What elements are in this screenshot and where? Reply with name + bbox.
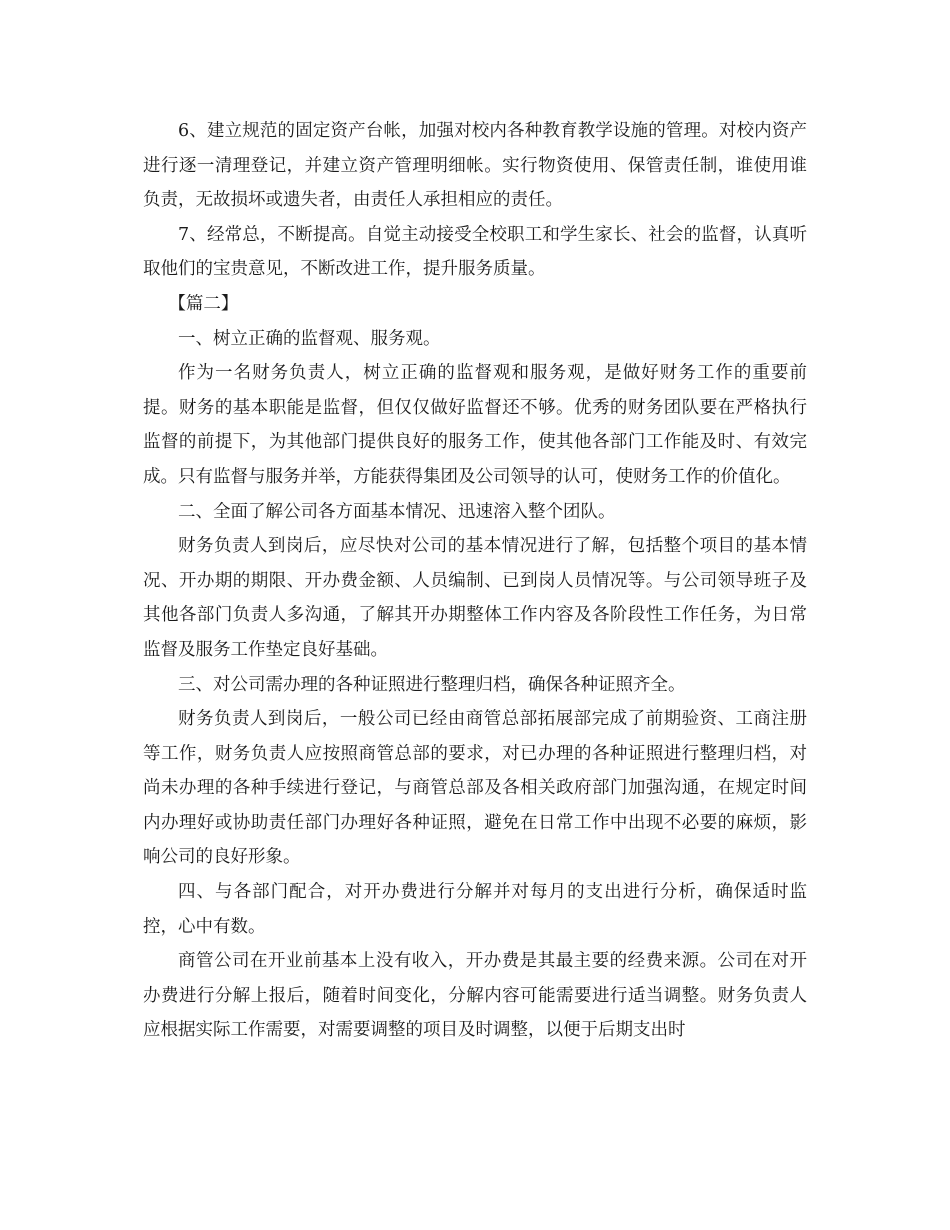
section-title: 【篇二】 — [168, 293, 239, 314]
paragraph-2: 财务负责人到岗后，应尽快对公司的基本情况进行了解，包括整个项目的基本情况、开办期的期限、开办费金额、人员编制、已到岗人员情况等。与公司领导班子及其他各部门负责人多沟通，了解其开办期整体工作内容及各阶段性工作任务，为日常监督及服务工作垫定良好基础。 — [143, 536, 807, 660]
paragraph-3: 财务负责人到岗后，一般公司已经由商管总部拓展部完成了前期验资、工商注册等工作，财务负责人应按照商管总部的要求，对已办理的各种证照进行整理归档，对尚未办理的各种手续进行登记，与商管总部及各相关政府部门加强沟通，在规定时间内办理好或协助责任部门办理好各种证照，避免在日常工作中出现不必要的麻烦，影响公司的良好形象。 — [143, 709, 807, 868]
heading-4: 四、与各部门配合，对开办费进行分解并对每月的支出进行分析，确保适时监控，心中有数。 — [143, 882, 807, 937]
paragraph-4: 商管公司在开业前基本上没有收入，开办费是其最主要的经费来源。公司在对开办费进行分解上报后，随着时间变化，分解内容可能需要进行适当调整。财务负责人应根据实际工作需要，对需要调整的项目及时调整，以便于后期支出时 — [143, 951, 807, 1041]
heading-2: 二、全面了解公司各方面基本情况、迅速溶入整个团队。 — [178, 501, 616, 522]
heading-1: 一、树立正确的监督观、服务观。 — [178, 328, 441, 349]
paragraph-item-7: 7、经常总，不断提高。自觉主动接受全校职工和学生家长、社会的监督，认真听取他们的宝贵意见，不断改进工作，提升服务质量。 — [143, 224, 807, 280]
document-body — [143, 114, 807, 1048]
heading-3: 三、对公司需办理的各种证照进行整理归档，确保各种证照齐全。 — [178, 674, 686, 695]
paragraph-1: 作为一名财务负责人，树立正确的监督观和服务观，是做好财务工作的重要前提。财务的基本职能是监督，但仅仅做好监督还不够。优秀的财务团队要在严格执行监督的前提下，为其他部门提供良好的服务工作，使其他各部门工作能及时、有效完成。只有监督与服务并举，方能获得集团及公司领导的认可，使财务工作的价值化。 — [143, 363, 807, 487]
paragraph-item-6: 6、建立规范的固定资产台帐，加强对校内各种教育教学设施的管理。对校内资产进行逐一清理登记，并建立资产管理明细帐。实行物资使用、保管责任制，谁使用谁负责，无故损坏或遗失者，由责任人承担相应的责任。 — [143, 121, 807, 211]
